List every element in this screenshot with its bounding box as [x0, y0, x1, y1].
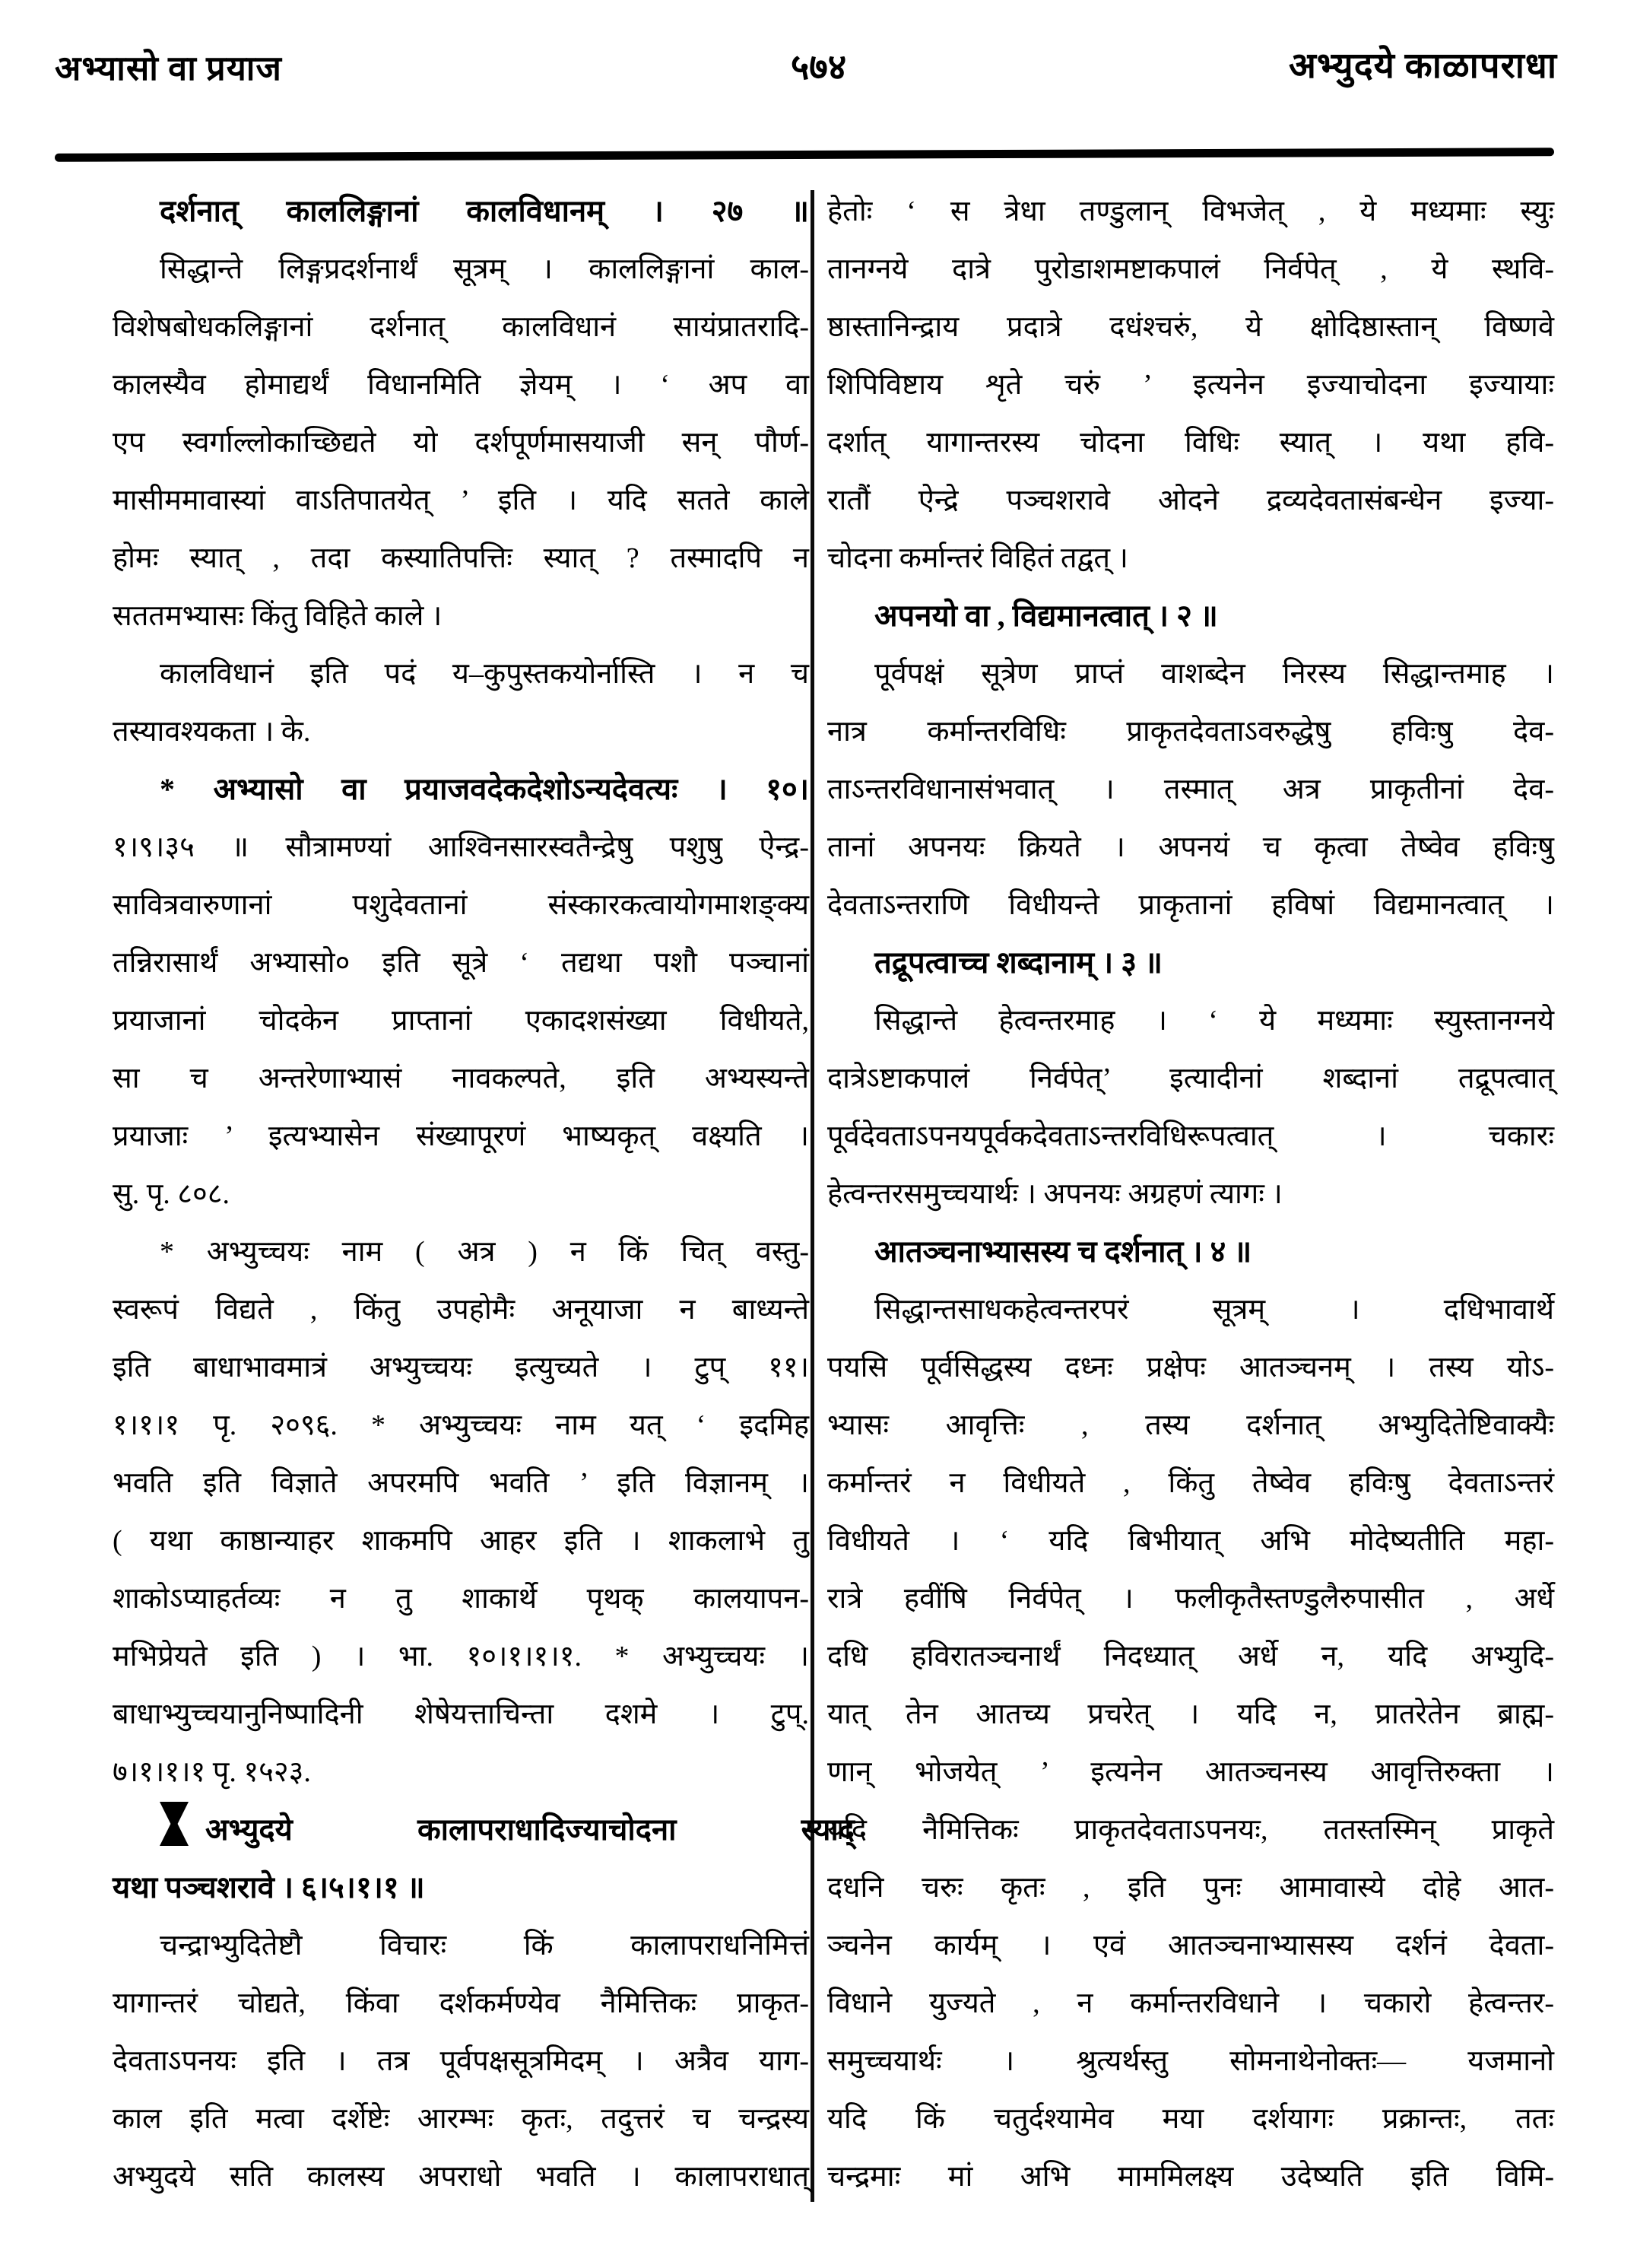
text-line: यदि नैमित्तिकः प्राकृतदेवताऽपनयः, ततस्तस्मिन् प्राकृते — [827, 1814, 1554, 1846]
text-line: कालविधानं इति पदं य–कुपुस्तकयोर्नास्ति । न च — [160, 658, 809, 690]
text-line: सिद्धान्ते लिङ्गप्रदर्शनार्थं सूत्रम् । काललिङ्गानां काल- — [160, 253, 809, 285]
text-line: सा च अन्तरेणाभ्यासं नावकल्पते, इति अभ्यस्यन्ते — [113, 1063, 809, 1094]
text-line: तानग्नये दात्रे पुरोडाशमष्टाकपालं निर्वपेत् , ये स्थवि- — [827, 253, 1554, 285]
text-line: चोदना कर्मान्तरं विहितं तद्वत् । — [827, 542, 1128, 574]
text-line: काल इति मत्वा दर्शेष्टेः आरम्भः कृतः, तदुत्तरं च चन्द्रस्य — [113, 2103, 809, 2135]
text-line: प्रयाजाः ’ इत्यभ्यासेन संख्यापूरणं भाष्यकृत् वक्ष्यति । — [113, 1120, 809, 1152]
text-line: दर्शनात् काललिङ्गानां कालविधानम् । २७ ॥ — [160, 194, 809, 228]
text-line: समुच्चयार्थः । श्रुत्यर्थस्तु सोमनाथेनोक्तः— यजमानो — [827, 2045, 1554, 2077]
text-line: रातौं ऐन्द्रे पञ्चशरावे ओदने द्रव्यदेवतासंबन्धेन इज्या- — [827, 484, 1554, 516]
text-line: मभिप्रेयते इति ) । भा. १०।१।१।१. * अभ्युच्चयः । — [113, 1641, 809, 1672]
text-line: सिद्धान्ते हेत्वन्तरमाह । ‘ ये मध्यमाः स्युस्तानग्नये — [874, 1005, 1554, 1037]
text-line: विधाने युज्यते , न कर्मान्तरविधाने । चकारो हेत्वन्तर- — [827, 1987, 1554, 2019]
text-line: देवताऽन्तराणि विधीयन्ते प्राकृतानां हविषां विद्यमानत्वात् । — [827, 889, 1554, 921]
text-line: विधीयते । ‘ यदि बिभीयात् अभि मोदेष्यतीति महा- — [827, 1525, 1554, 1557]
text-line: सिद्धान्तसाधकहेत्वन्तरपरं सूत्रम् । दधिभावार्थे — [874, 1294, 1554, 1326]
text-line: विशेषबोधकलिङ्गानां दर्शनात् कालविधानं सायंप्रातरादि- — [113, 311, 809, 343]
text-line: ष्ठास्तानिन्द्राय प्रदात्रे दधंश्चरुं, ये क्षोदिष्ठास्तान् विष्णवे — [827, 311, 1554, 343]
header-rule — [55, 148, 1554, 162]
text-line: एप स्वर्गाल्लोकाच्छिद्यते यो दर्शपूर्णमासयाजी सन् पौर्ण- — [113, 427, 809, 459]
text-line: सु. पृ. ८०८. — [113, 1178, 230, 1210]
text-line: कालस्यैव होमाद्यर्थं विधानमिति ज्ञेयम् । ‘ अप वा — [113, 369, 809, 401]
text-line: * अभ्यासो वा प्रयाजवदेकदेशोऽन्यदेवत्यः । १०। — [160, 772, 809, 806]
text-line: इति बाधाभावमात्रं अभ्युच्चयः इत्युच्यते । टुप् ११। — [113, 1352, 809, 1383]
text-line: हेतोः ‘ स त्रेधा तण्डुलान् विभजेत् , ये मध्यमाः स्युः — [827, 195, 1554, 227]
text-line: नात्र कर्मान्तरविधिः प्राकृतदेवताऽवरुद्धेषु हविःषु देव- — [827, 716, 1554, 748]
text-line: शाकोऽप्याहर्तव्यः न तु शाकार्थे पृथक् कालयापन- — [113, 1583, 809, 1615]
text-line: पयसि पूर्वसिद्धस्य दध्नः प्रक्षेपः आतञ्चनम् । तस्य योऽ- — [827, 1352, 1554, 1383]
text-line: दर्शात् यागान्तरस्य चोदना विधिः स्यात् । यथा हवि- — [827, 427, 1554, 459]
text-line: होमः स्यात् , तदा कस्यातिपत्तिः स्यात् ? तस्मादपि न — [113, 542, 809, 574]
text-line: णान् भोजयेत् ’ इत्यनेन आतञ्चनस्य आवृत्तिरुक्ता । — [827, 1756, 1554, 1788]
text-line: भवति इति विज्ञाते अपरमपि भवति ’ इति विज्ञानम् । — [113, 1467, 809, 1499]
right-text-column — [827, 183, 1554, 2206]
text-line: १।१।१ पृ. २०९६. * अभ्युच्चयः नाम यत् ‘ इदमिह — [113, 1409, 809, 1441]
text-line: चन्द्राभ्युदितेष्टौ विचारः किं कालापराधनिमित्तं — [160, 1930, 809, 1961]
text-line: कर्मान्तरं न विधीयते , किंतु तेष्वेव हविःषु देवताऽन्तरं — [827, 1467, 1554, 1499]
text-line: १।९।३५ ॥ सौत्रामण्यां आश्विनसारस्वतैन्द्रेषु पशुषु ऐन्द्र- — [113, 831, 809, 863]
text-line: बाधाभ्युच्चयानुनिष्पादिनी शेषेयत्ताचिन्ता दशमे । टुप्. — [113, 1698, 809, 1730]
text-line: पूर्वदेवताऽपनयपूर्वकदेवताऽन्तरविधिरूपत्वात् । चकारः — [827, 1120, 1554, 1152]
text-line: आतञ्चनाभ्यासस्य च दर्शनात् । ४ ॥ — [874, 1234, 1252, 1269]
text-line: ताऽन्तरविधानासंभवात् । तस्मात् अत्र प्राकृतीनां देव- — [827, 773, 1554, 805]
text-line: हेत्वन्तरसमुच्चयार्थः । अपनयः अग्रहणं त्यागः । — [827, 1178, 1283, 1210]
header-left-title: अभ्यासो वा प्रयाज — [55, 49, 282, 87]
text-line: अभ्युदये सति कालस्य अपराधो भवति । कालापराधात् — [113, 2161, 809, 2193]
text-line: दधि हविरातञ्चनार्थं निदध्यात् अर्धे न, यदि अभ्युदि- — [827, 1641, 1554, 1672]
text-line: तानां अपनयः क्रियते । अपनयं च कृत्वा तेष्वेव हविःषु — [827, 831, 1554, 863]
text-line: यात् तेन आतच्य प्रचरेत् । यदि न, प्रातरेतेन ब्राह्म- — [827, 1698, 1554, 1730]
text-line: तन्निरासार्थं अभ्यासो० इति सूत्रे ‘ तद्यथा पशौ पञ्चानां — [113, 947, 809, 979]
text-line: स्वरूपं विद्यते , किंतु उपहोमैः अनूयाजा न बाध्यन्ते — [113, 1294, 809, 1326]
header-right-title: अभ्युदये काळापराधा — [1288, 46, 1557, 86]
text-line: ७।१।१।१ पृ. १५२३. — [113, 1756, 311, 1788]
text-line: रात्रे हवींषि निर्वपेत् । फलीकृतैस्तण्डुलैरुपासीत , अर्धे — [827, 1583, 1554, 1615]
text-line: प्रयाजानां चोदकेन प्राप्तानां एकादशसंख्या विधीयते, — [113, 1005, 809, 1037]
text-line: ( यथा काष्ठान्याहर शाकमपि आहर इति । शाकलाभे तु — [113, 1525, 809, 1557]
left-text-column — [113, 183, 855, 2206]
text-line: ञ्चनेन कार्यम् । एवं आतञ्चनाभ्यासस्य दर्शनं देवता- — [827, 1930, 1554, 1961]
text-line: चन्द्रमाः मां अभि माममिलक्ष्य उदेष्यति इति विमि- — [827, 2161, 1554, 2193]
text-line: यदि किं चतुर्दश्यामेव मया दर्शयागः प्रक्रान्तः, ततः — [827, 2103, 1554, 2135]
text-line: शिपिविष्टाय शृते चरुं ’ इत्यनेन इज्याचोदना इज्यायाः — [827, 369, 1554, 401]
text-line: अभ्युदये कालापराधादिज्याचोदना स्याद् — [113, 1801, 809, 1859]
column-divider-rule — [811, 190, 814, 2202]
text-line: दात्रेऽष्टाकपालं निर्वपेत्’ इत्यादीनां शब्दानां तद्रूपत्वात् — [827, 1063, 1554, 1094]
text-line: यथा पञ्चशरावे । ६।५।१।१ ॥ — [113, 1870, 425, 1904]
text-line: दधनि चरुः कृतः , इति पुनः आमावास्ये दोहे आत- — [827, 1872, 1554, 1904]
text-line: सावित्रवारुणानां पशुदेवतानां संस्कारकत्वायोगमाशङ्क्य — [113, 889, 809, 921]
page-number: ५७४ — [790, 48, 847, 87]
text-line: अपनयो वा , विद्यमानत्वात् । २ ॥ — [874, 599, 1218, 633]
text-line: देवताऽपनयः इति । तत्र पूर्वपक्षसूत्रमिदम् । अत्रैव याग- — [113, 2045, 809, 2077]
text-line: यागान्तरं चोद्यते, किंवा दर्शकर्मण्येव नैमित्तिकः प्राकृत- — [113, 1987, 809, 2019]
text-line: तद्रूपत्वाच्च शब्दानाम् । ३ ॥ — [874, 945, 1163, 980]
text-line: भ्यासः आवृत्तिः , तस्य दर्शनात् अभ्युदितेष्टिवाक्यैः — [827, 1409, 1554, 1441]
text-line: पूर्वपक्षं सूत्रेण प्राप्तं वाशब्देन निरस्य सिद्धान्तमाह । — [874, 658, 1554, 690]
text-line: तस्यावश्यकता । के. — [113, 716, 311, 748]
text-line: * अभ्युच्चयः नाम ( अत्र ) न किं चित् वस्तु- — [160, 1236, 809, 1268]
text-line: मासीममावास्यां वाऽतिपातयेत् ’ इति । यदि सतते काले — [113, 484, 809, 516]
section-seal-icon — [160, 1802, 189, 1846]
text-line: सततमभ्यासः किंतु विहिते काले । — [113, 600, 443, 632]
